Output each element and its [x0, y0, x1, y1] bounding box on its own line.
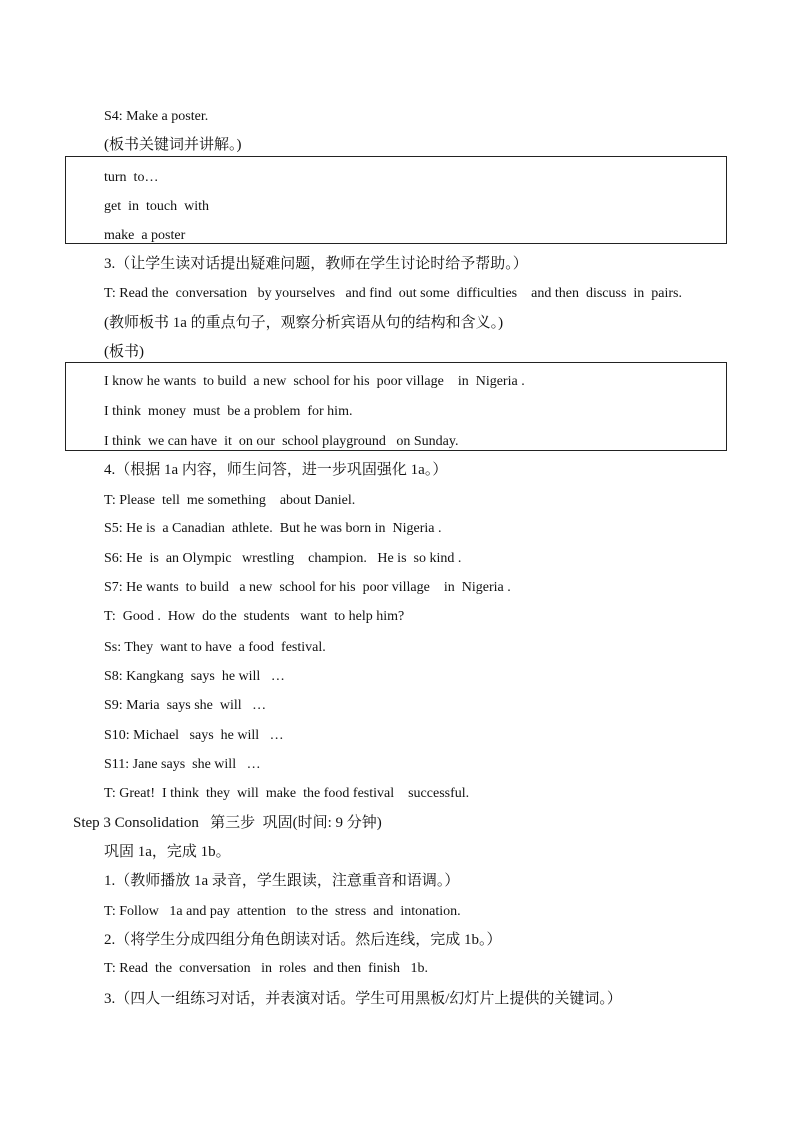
- instruction-item-3: 3.（四人一组练习对话，并表演对话。学生可用黑板/幻灯片上提供的关键词。）: [104, 991, 622, 1007]
- dialogue-line: S8: Kangkang says he will …: [104, 669, 285, 684]
- dialogue-line: T: Please tell me something about Daniel.: [104, 493, 356, 508]
- board-keywords-box: [65, 156, 727, 244]
- dialogue-line: S11: Jane says she will …: [104, 757, 261, 772]
- board-note: (板书关键词并讲解。): [104, 137, 242, 153]
- teacher-line: T: Read the conversation by yourselves and find out some difficulties and then discuss in pairs.: [104, 286, 682, 301]
- board-keyword: make a poster: [104, 228, 186, 243]
- dialogue-line: T: Great! I think they will make the food festival successful.: [104, 786, 470, 801]
- instruction-item-4: 4.（根据 1a 内容，师生问答，进一步巩固强化 1a。）: [104, 462, 448, 478]
- instruction-item-3: 3.（让学生读对话提出疑难问题，教师在学生讨论时给予帮助。）: [104, 256, 528, 272]
- board-sentence: I know he wants to build a new school for his poor village in Nigeria .: [104, 374, 525, 389]
- board-sentence: I think we can have it on our school playground on Sunday.: [104, 434, 459, 449]
- dialogue-line: T: Good . How do the students want to help him?: [104, 609, 405, 624]
- board-sentence: I think money must be a problem for him.: [104, 404, 353, 419]
- dialogue-line: S7: He wants to build a new school for his poor village in Nigeria .: [104, 580, 511, 595]
- dialogue-line: S10: Michael says he will …: [104, 728, 284, 743]
- board-note: (教师板书 1a 的重点句子，观察分析宾语从句的结构和含义。): [104, 315, 504, 331]
- step-intro: 巩固 1a，完成 1b。: [104, 844, 231, 860]
- dialogue-line: S9: Maria says she will …: [104, 698, 267, 713]
- instruction-item-1: 1.（教师播放 1a 录音，学生跟读，注意重音和语调。）: [104, 873, 460, 889]
- teacher-line: T: Follow 1a and pay attention to the stress and intonation.: [104, 904, 461, 919]
- dialogue-line: S5: He is a Canadian athlete. But he was born in Nigeria .: [104, 521, 442, 536]
- board-keyword: turn to…: [104, 170, 159, 185]
- instruction-item-2: 2.（将学生分成四组分角色朗读对话。然后连线，完成 1b。）: [104, 932, 502, 948]
- dialogue-line-s4: S4: Make a poster.: [104, 109, 209, 124]
- board-sentences-box: [65, 362, 727, 451]
- teacher-line: T: Read the conversation in roles and then finish 1b.: [104, 961, 428, 976]
- board-label: (板书): [104, 344, 144, 360]
- board-keyword: get in touch with: [104, 199, 209, 214]
- dialogue-line: S6: He is an Olympic wrestling champion. He is so kind .: [104, 551, 462, 566]
- dialogue-line: Ss: They want to have a food festival.: [104, 640, 326, 655]
- step-heading: Step 3 Consolidation 第三步 巩固(时间: 9 分钟): [73, 815, 382, 831]
